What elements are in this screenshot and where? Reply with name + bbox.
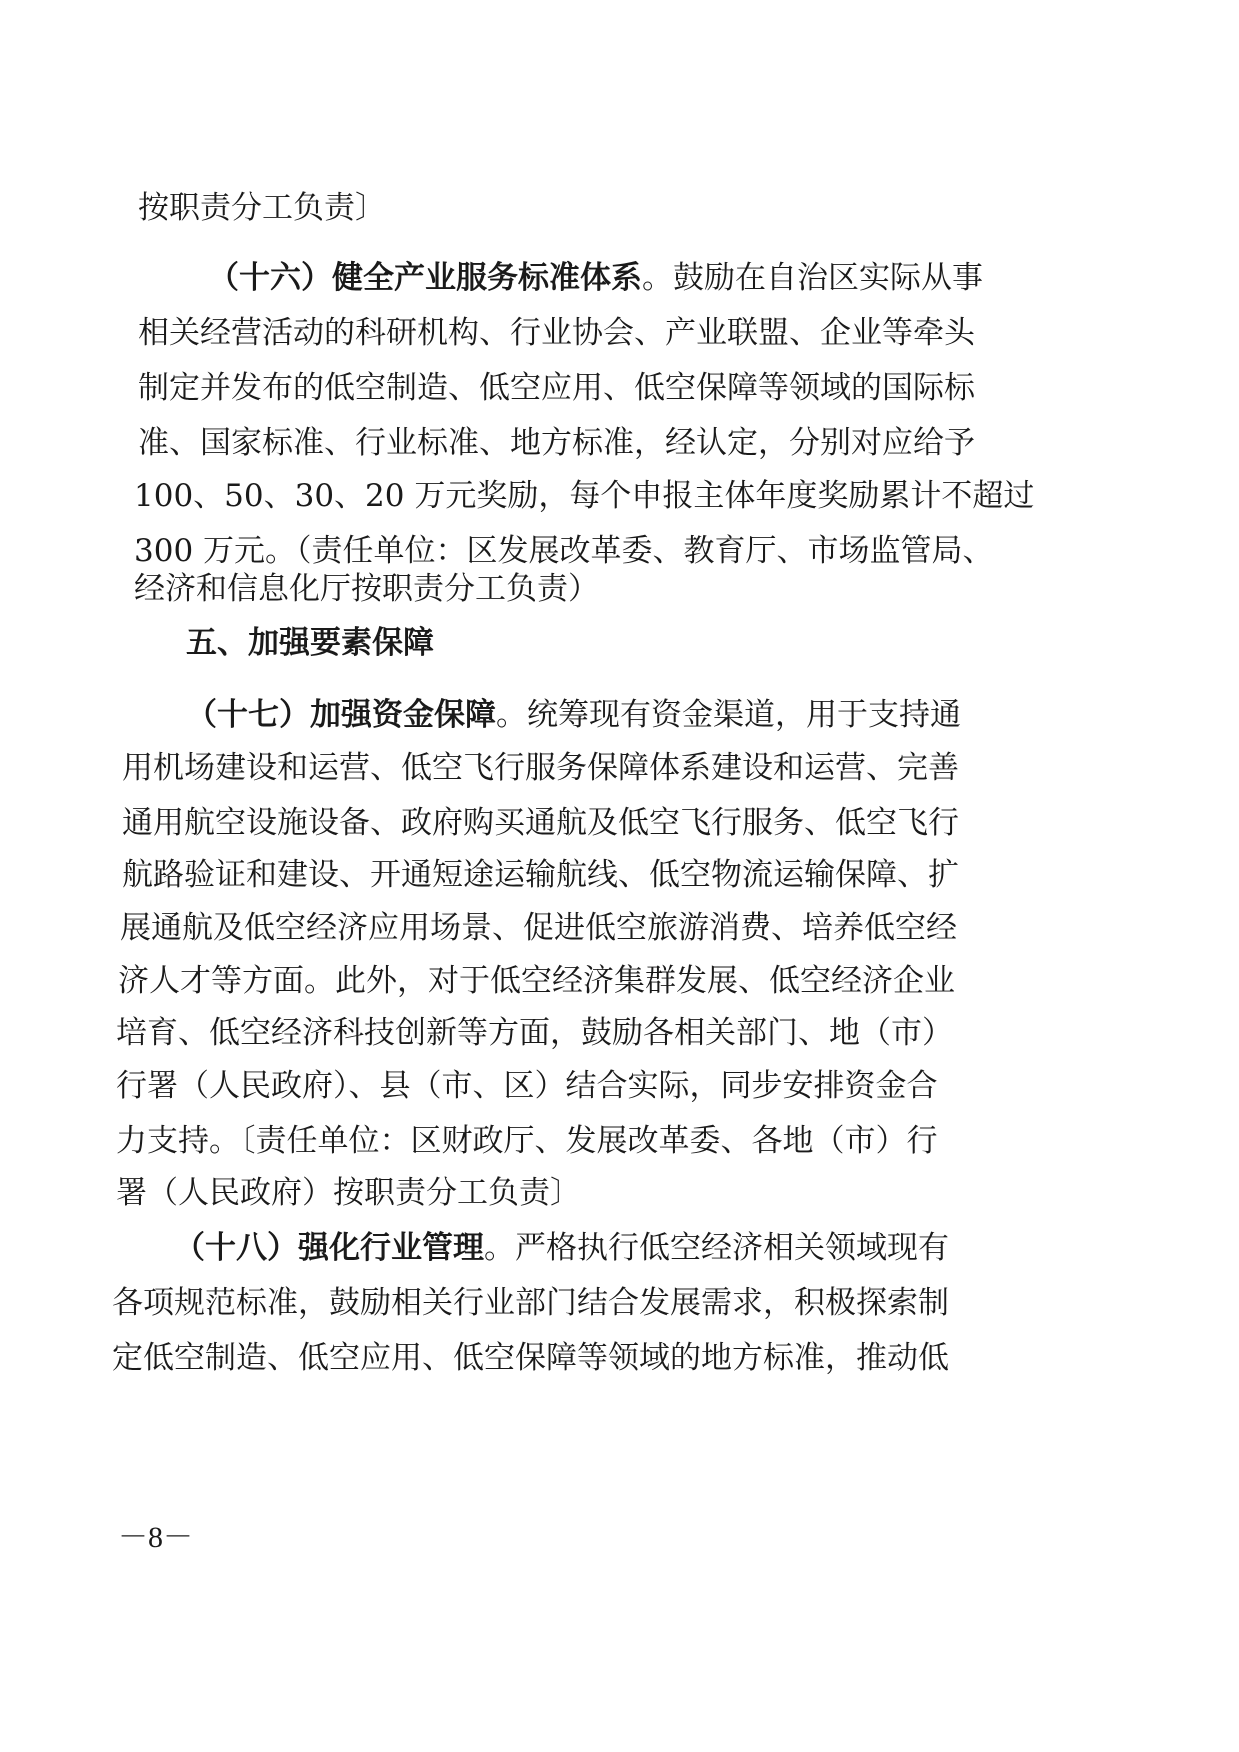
bold-heading-text: （十八）强化行业管理 [174,1230,484,1266]
body-text-segment: 100、50、30、20 万元奖励，每个申报主体年度奖励累计不超过 [134,478,1035,514]
bold-heading-text: 五、加强要素保障 [186,625,434,661]
body-text-segment: 。严格执行低空经济相关领域现有 [484,1230,949,1266]
text-line [208,258,983,298]
text-line [138,188,386,228]
body-text-segment: 各项规范标准，鼓励相关行业部门结合发展需求，积极探索制 [112,1285,949,1321]
text-line [122,748,959,788]
text-line [134,476,1035,516]
text-line [116,1173,581,1213]
body-text-segment: 相关经营活动的科研机构、行业协会、产业联盟、企业等牵头 [138,315,975,351]
body-text-segment: 经济和信息化厅按职责分工负责） [134,571,599,607]
text-line [186,623,434,663]
text-line [122,803,959,843]
body-text-segment: 。鼓励在自治区实际从事 [642,260,983,296]
body-text-segment: 济人才等方面。此外，对于低空经济集群发展、低空经济企业 [118,963,955,999]
text-line [122,855,959,895]
body-text-segment: 展通航及低空经济应用场景、促进低空旅游消费、培养低空经 [120,910,957,946]
text-line [134,531,994,571]
body-text-segment: 。统筹现有资金渠道，用于支持通 [496,697,961,733]
bold-heading-text: （十七）加强资金保障 [186,697,496,733]
text-line [112,1338,949,1378]
text-line [138,313,975,353]
body-text-segment: 通用航空设施设备、政府购买通航及低空飞行服务、低空飞行 [122,805,959,841]
body-text-segment: 培育、低空经济科技创新等方面，鼓励各相关部门、地（市） [116,1015,953,1051]
text-line [134,569,599,609]
text-line [120,908,957,948]
page-number: －8－ [118,1521,193,1554]
body-text-segment: 力支持。〔责任单位：区财政厅、发展改革委、各地（市）行 [116,1123,938,1159]
bold-heading-text: （十六）健全产业服务标准体系 [208,260,642,296]
text-line [116,1013,953,1053]
body-text-segment: 行署（人民政府）、县（市、区）结合实际，同步安排资金合 [116,1068,938,1104]
text-line [174,1228,949,1268]
body-text-segment: 定低空制造、低空应用、低空保障等领域的地方标准，推动低 [112,1340,949,1376]
text-line [118,961,955,1001]
body-text-segment: 用机场建设和运营、低空飞行服务保障体系建设和运营、完善 [122,750,959,786]
body-text-segment: 制定并发布的低空制造、低空应用、低空保障等领域的国际标 [138,370,975,406]
text-line [138,423,975,463]
body-text-segment: 航路验证和建设、开通短途运输航线、低空物流运输保障、扩 [122,857,959,893]
text-line [116,1121,938,1161]
text-line [112,1283,949,1323]
text-line [186,695,961,735]
body-text-segment: 按职责分工负责〕 [138,190,386,226]
text-line [138,368,975,408]
text-line [116,1066,938,1106]
body-text-segment: 准、国家标准、行业标准、地方标准，经认定，分别对应给予 [138,425,975,461]
body-text-segment: 署（人民政府）按职责分工负责〕 [116,1175,581,1211]
body-text-segment: 300 万元。（责任单位：区发展改革委、教育厅、市场监管局、 [134,533,994,569]
